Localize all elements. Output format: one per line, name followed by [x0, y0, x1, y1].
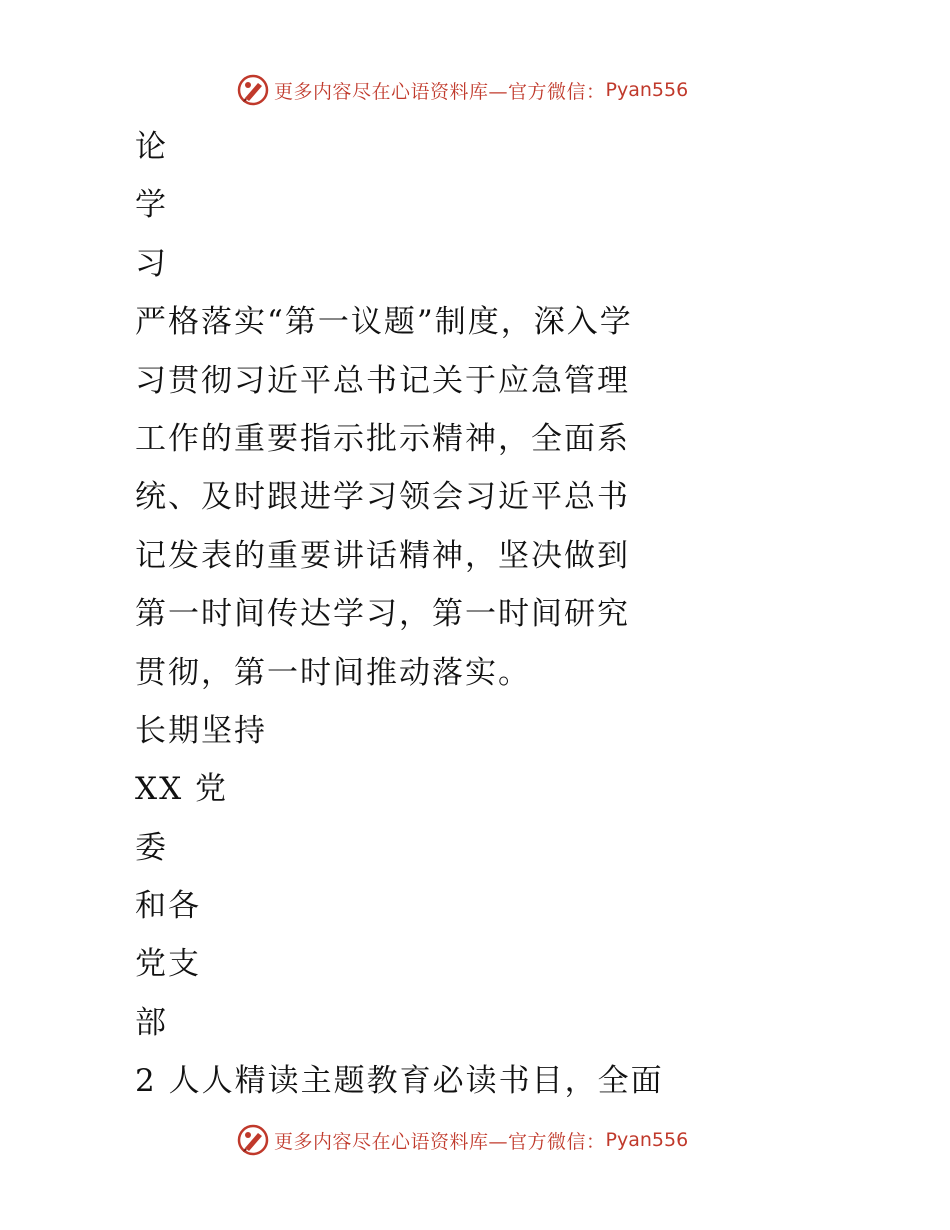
footer-banner: [236, 1122, 688, 1158]
text-line: 部: [135, 1004, 168, 1041]
text-line: 习: [135, 245, 168, 282]
header-banner: [236, 72, 688, 108]
text-line: 学: [135, 187, 168, 224]
text-line: XX 党: [135, 771, 228, 808]
pen-logo-icon: [236, 1123, 270, 1157]
text-line: 习贯彻习近平总书记关于应急管理: [135, 362, 630, 399]
text-line: 2 人人精读主题教育必读书目，全面: [135, 1063, 664, 1100]
text-line: 严格落实“第一议题”制度，深入学: [135, 304, 633, 341]
banner-wechat-id: Pyan556: [605, 1129, 689, 1151]
text-line: 记发表的重要讲话精神，坚决做到: [135, 537, 630, 574]
document-body: [135, 118, 755, 1111]
banner-text: 更多内容尽在心语资料库—官方微信：: [274, 1130, 606, 1153]
text-line: 党支: [135, 946, 201, 983]
text-line: 贯彻，第一时间推动落实。: [135, 654, 531, 691]
banner-text: 更多内容尽在心语资料库—官方微信：: [274, 80, 606, 103]
text-line: 论: [135, 129, 168, 165]
text-line: 工作的重要指示批示精神，全面系: [135, 420, 630, 457]
pen-logo-icon: [236, 73, 270, 107]
text-line: 第一时间传达学习，第一时间研究: [135, 596, 630, 633]
text-line: 长期坚持: [135, 712, 267, 749]
text-line: 统、及时跟进学习领会习近平总书: [135, 479, 630, 516]
text-line: 和各: [135, 888, 201, 925]
text-line: 委: [135, 829, 168, 866]
banner-wechat-id: Pyan556: [605, 79, 689, 101]
